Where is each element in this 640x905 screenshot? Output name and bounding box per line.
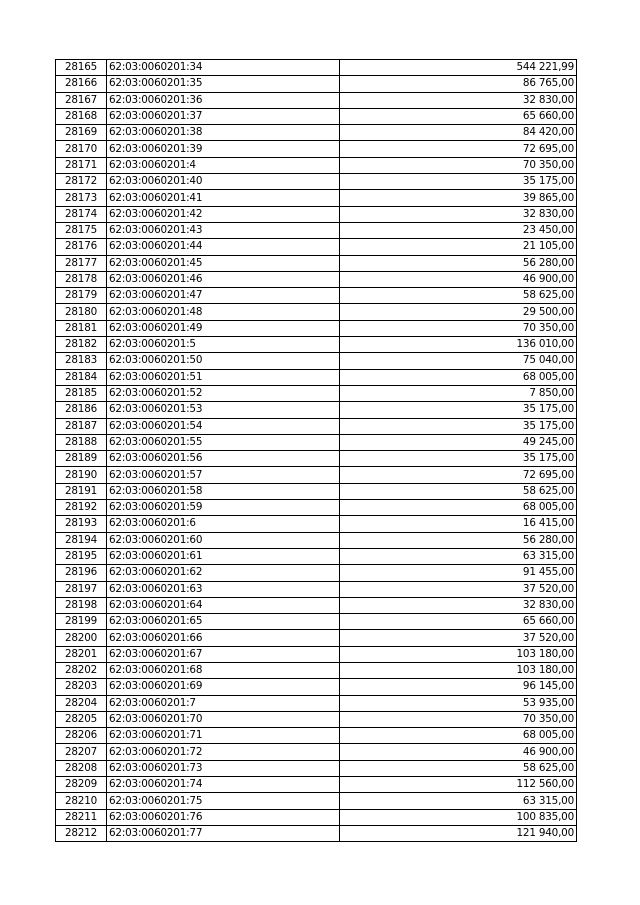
value-cell: 58 625,00 [340,760,577,776]
row-number-cell: 28184 [56,369,107,385]
cadastral-number-cell: 62:03:0060201:65 [107,614,340,630]
table-row [56,60,577,76]
cadastral-number-cell: 62:03:0060201:5 [107,337,340,353]
cadastral-number-cell: 62:03:0060201:46 [107,271,340,287]
value-cell: 39 865,00 [340,190,577,206]
row-number-cell: 28198 [56,597,107,613]
value-cell: 49 245,00 [340,434,577,450]
row-number-cell: 28189 [56,451,107,467]
row-number-cell: 28197 [56,581,107,597]
table-row [56,809,577,825]
cadastral-number-cell: 62:03:0060201:56 [107,451,340,467]
cadastral-number-cell: 62:03:0060201:51 [107,369,340,385]
table-row [56,157,577,173]
row-number-cell: 28180 [56,304,107,320]
cadastral-number-cell: 62:03:0060201:48 [107,304,340,320]
cadastral-number-cell: 62:03:0060201:64 [107,597,340,613]
value-cell: 100 835,00 [340,809,577,825]
cadastral-number-cell: 62:03:0060201:54 [107,418,340,434]
cadastral-value-table [55,59,577,842]
row-number-cell: 28168 [56,108,107,124]
table-row [56,516,577,532]
value-cell: 32 830,00 [340,597,577,613]
value-cell: 544 221,99 [340,60,577,76]
cadastral-number-cell: 62:03:0060201:52 [107,385,340,401]
row-number-cell: 28203 [56,679,107,695]
value-cell: 84 420,00 [340,125,577,141]
table-row [56,418,577,434]
row-number-cell: 28205 [56,711,107,727]
cadastral-number-cell: 62:03:0060201:47 [107,288,340,304]
row-number-cell: 28176 [56,239,107,255]
value-cell: 21 105,00 [340,239,577,255]
table-row [56,760,577,776]
table-row [56,695,577,711]
row-number-cell: 28167 [56,92,107,108]
table-row [56,255,577,271]
row-number-cell: 28165 [56,60,107,76]
row-number-cell: 28175 [56,222,107,238]
table-row [56,614,577,630]
cadastral-number-cell: 62:03:0060201:4 [107,157,340,173]
cadastral-number-cell: 62:03:0060201:6 [107,516,340,532]
table-row [56,190,577,206]
row-number-cell: 28201 [56,646,107,662]
row-number-cell: 28196 [56,565,107,581]
cadastral-number-cell: 62:03:0060201:40 [107,174,340,190]
row-number-cell: 28171 [56,157,107,173]
cadastral-number-cell: 62:03:0060201:68 [107,662,340,678]
cadastral-number-cell: 62:03:0060201:74 [107,777,340,793]
table-row [56,206,577,222]
cadastral-number-cell: 62:03:0060201:69 [107,679,340,695]
table-row [56,174,577,190]
cadastral-number-cell: 62:03:0060201:44 [107,239,340,255]
value-cell: 65 660,00 [340,108,577,124]
table-row [56,385,577,401]
cadastral-number-cell: 62:03:0060201:76 [107,809,340,825]
value-cell: 75 040,00 [340,353,577,369]
value-cell: 65 660,00 [340,614,577,630]
row-number-cell: 28173 [56,190,107,206]
table-row [56,76,577,92]
value-cell: 72 695,00 [340,141,577,157]
cadastral-number-cell: 62:03:0060201:41 [107,190,340,206]
table-row [56,353,577,369]
value-cell: 58 625,00 [340,483,577,499]
row-number-cell: 28169 [56,125,107,141]
table-row [56,369,577,385]
row-number-cell: 28178 [56,271,107,287]
cadastral-number-cell: 62:03:0060201:43 [107,222,340,238]
table-row [56,141,577,157]
value-cell: 35 175,00 [340,402,577,418]
cadastral-number-cell: 62:03:0060201:59 [107,500,340,516]
table-row [56,222,577,238]
value-cell: 56 280,00 [340,532,577,548]
row-number-cell: 28195 [56,548,107,564]
value-cell: 136 010,00 [340,337,577,353]
row-number-cell: 28185 [56,385,107,401]
table-row [56,532,577,548]
value-cell: 103 180,00 [340,662,577,678]
row-number-cell: 28208 [56,760,107,776]
cadastral-number-cell: 62:03:0060201:49 [107,320,340,336]
table-row [56,434,577,450]
row-number-cell: 28172 [56,174,107,190]
value-cell: 121 940,00 [340,825,577,841]
row-number-cell: 28187 [56,418,107,434]
value-cell: 68 005,00 [340,500,577,516]
table-row [56,597,577,613]
table-row [56,711,577,727]
table-row [56,679,577,695]
row-number-cell: 28212 [56,825,107,841]
cadastral-number-cell: 62:03:0060201:62 [107,565,340,581]
value-cell: 37 520,00 [340,581,577,597]
table-row [56,565,577,581]
value-cell: 86 765,00 [340,76,577,92]
value-cell: 103 180,00 [340,646,577,662]
value-cell: 37 520,00 [340,630,577,646]
cadastral-number-cell: 62:03:0060201:38 [107,125,340,141]
cadastral-number-cell: 62:03:0060201:45 [107,255,340,271]
table-body [56,60,577,842]
cadastral-number-cell: 62:03:0060201:66 [107,630,340,646]
value-cell: 70 350,00 [340,711,577,727]
value-cell: 35 175,00 [340,174,577,190]
table-row [56,825,577,841]
table-row [56,402,577,418]
value-cell: 46 900,00 [340,271,577,287]
value-cell: 72 695,00 [340,467,577,483]
row-number-cell: 28206 [56,728,107,744]
row-number-cell: 28170 [56,141,107,157]
table-row [56,744,577,760]
cadastral-number-cell: 62:03:0060201:73 [107,760,340,776]
row-number-cell: 28166 [56,76,107,92]
row-number-cell: 28182 [56,337,107,353]
row-number-cell: 28211 [56,809,107,825]
value-cell: 68 005,00 [340,369,577,385]
cadastral-number-cell: 62:03:0060201:57 [107,467,340,483]
cadastral-number-cell: 62:03:0060201:7 [107,695,340,711]
table-row [56,662,577,678]
value-cell: 7 850,00 [340,385,577,401]
cadastral-number-cell: 62:03:0060201:50 [107,353,340,369]
value-cell: 63 315,00 [340,548,577,564]
cadastral-number-cell: 62:03:0060201:63 [107,581,340,597]
row-number-cell: 28204 [56,695,107,711]
row-number-cell: 28199 [56,614,107,630]
row-number-cell: 28207 [56,744,107,760]
value-cell: 112 560,00 [340,777,577,793]
table-row [56,581,577,597]
cadastral-number-cell: 62:03:0060201:77 [107,825,340,841]
cadastral-number-cell: 62:03:0060201:58 [107,483,340,499]
row-number-cell: 28193 [56,516,107,532]
cadastral-number-cell: 62:03:0060201:75 [107,793,340,809]
row-number-cell: 28200 [56,630,107,646]
cadastral-number-cell: 62:03:0060201:34 [107,60,340,76]
cadastral-number-cell: 62:03:0060201:60 [107,532,340,548]
table-row [56,646,577,662]
table-row [56,92,577,108]
cadastral-number-cell: 62:03:0060201:53 [107,402,340,418]
row-number-cell: 28192 [56,500,107,516]
row-number-cell: 28186 [56,402,107,418]
row-number-cell: 28191 [56,483,107,499]
value-cell: 53 935,00 [340,695,577,711]
value-cell: 32 830,00 [340,92,577,108]
table-row [56,630,577,646]
value-cell: 16 415,00 [340,516,577,532]
cadastral-number-cell: 62:03:0060201:39 [107,141,340,157]
value-cell: 29 500,00 [340,304,577,320]
value-cell: 63 315,00 [340,793,577,809]
table-row [56,777,577,793]
table-row [56,108,577,124]
row-number-cell: 28183 [56,353,107,369]
row-number-cell: 28177 [56,255,107,271]
table-row [56,125,577,141]
row-number-cell: 28174 [56,206,107,222]
table-row [56,500,577,516]
table-row [56,337,577,353]
row-number-cell: 28181 [56,320,107,336]
cadastral-number-cell: 62:03:0060201:70 [107,711,340,727]
value-cell: 68 005,00 [340,728,577,744]
value-cell: 70 350,00 [340,157,577,173]
row-number-cell: 28179 [56,288,107,304]
table-row [56,451,577,467]
value-cell: 56 280,00 [340,255,577,271]
row-number-cell: 28209 [56,777,107,793]
cadastral-number-cell: 62:03:0060201:72 [107,744,340,760]
table-row [56,271,577,287]
row-number-cell: 28202 [56,662,107,678]
table-row [56,288,577,304]
table-row [56,728,577,744]
value-cell: 23 450,00 [340,222,577,238]
value-cell: 32 830,00 [340,206,577,222]
row-number-cell: 28188 [56,434,107,450]
table-row [56,548,577,564]
table-row [56,320,577,336]
value-cell: 35 175,00 [340,451,577,467]
value-cell: 35 175,00 [340,418,577,434]
cadastral-number-cell: 62:03:0060201:37 [107,108,340,124]
cadastral-number-cell: 62:03:0060201:71 [107,728,340,744]
row-number-cell: 28190 [56,467,107,483]
value-cell: 96 145,00 [340,679,577,695]
cadastral-number-cell: 62:03:0060201:55 [107,434,340,450]
table-row [56,239,577,255]
table-row [56,467,577,483]
value-cell: 91 455,00 [340,565,577,581]
cadastral-number-cell: 62:03:0060201:42 [107,206,340,222]
cadastral-number-cell: 62:03:0060201:35 [107,76,340,92]
table-row [56,483,577,499]
value-cell: 70 350,00 [340,320,577,336]
value-cell: 58 625,00 [340,288,577,304]
row-number-cell: 28210 [56,793,107,809]
cadastral-number-cell: 62:03:0060201:36 [107,92,340,108]
cadastral-number-cell: 62:03:0060201:67 [107,646,340,662]
cadastral-number-cell: 62:03:0060201:61 [107,548,340,564]
table-row [56,304,577,320]
value-cell: 46 900,00 [340,744,577,760]
row-number-cell: 28194 [56,532,107,548]
table-row [56,793,577,809]
